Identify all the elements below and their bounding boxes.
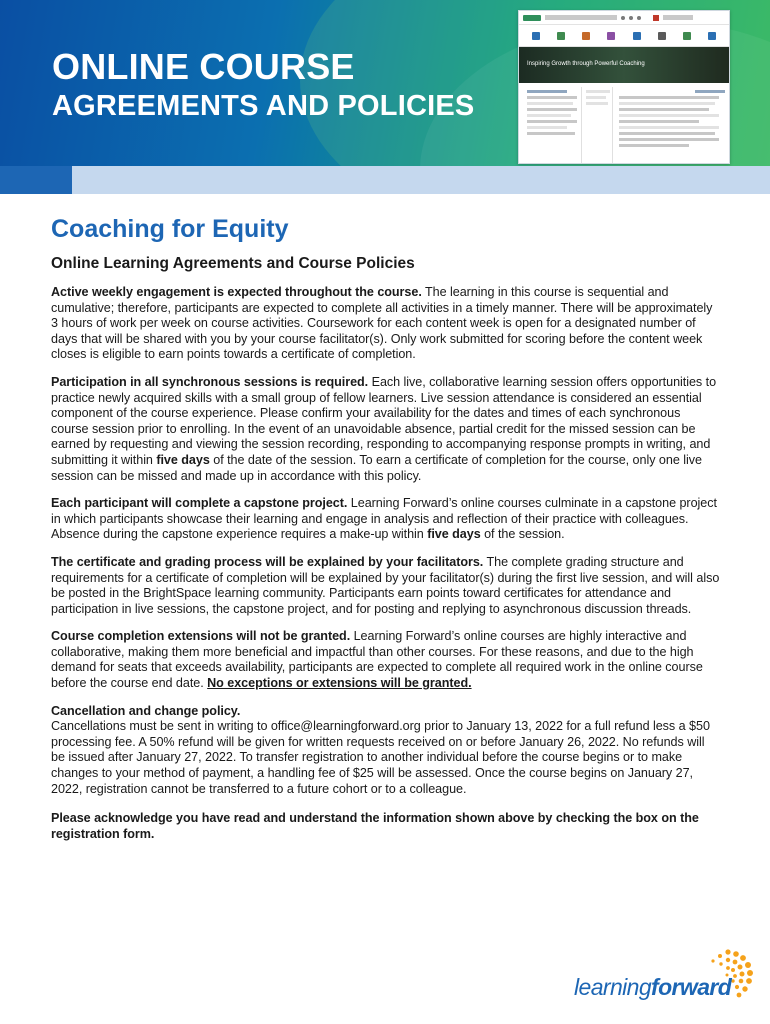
- policy-body: of the date of the session. To earn a certificate of completion for the course, only one live session can be missed and made up in accordance with this policy.: [51, 452, 702, 483]
- banner-title-line1: ONLINE COURSE: [52, 46, 355, 87]
- screenshot-toolbar-icon: [708, 32, 716, 40]
- acknowledgement-text: Please acknowledge you have read and understand the information shown above by checking the box on the registration form.: [51, 811, 699, 841]
- screenshot-toolbar: [519, 25, 729, 47]
- header-strip: [0, 166, 770, 194]
- policy-lead: Active weekly engagement is expected throughout the course.: [51, 285, 422, 299]
- policy-lead: The certificate and grading process will be explained by your facilitators.: [51, 554, 484, 569]
- policy-lead: Course completion extensions will not be granted.: [51, 629, 351, 644]
- screenshot-hero-text: Inspiring Growth through Powerful Coaching: [527, 61, 645, 67]
- document-subtitle: Online Learning Agreements and Course Policies: [51, 255, 415, 272]
- screenshot-toolbar-icon: [532, 32, 540, 40]
- screenshot-hero: [519, 47, 729, 83]
- screenshot-toolbar-icon: [633, 32, 641, 40]
- screenshot-body: [519, 83, 729, 164]
- policy-lead: Each participant will complete a capstone project.: [51, 496, 348, 511]
- screenshot-toolbar-icon: [658, 32, 666, 40]
- policy-paragraph-grading: [51, 555, 721, 617]
- policy-body: Learning Forward’s online courses culminate in a capstone project in which participants showcase their learning and engage in analysis and reflection of their practice with colleagues. Absence during the capstone experience requires a make-up within: [51, 496, 717, 542]
- policy-paragraph-engagement: [51, 285, 721, 363]
- policy-paragraph-synchronous: [51, 375, 721, 484]
- header-strip-accent: [0, 166, 72, 194]
- policy-paragraph-extensions: [51, 629, 721, 691]
- screenshot-toolbar-icon: [557, 32, 565, 40]
- logo-wordmark: [574, 974, 731, 1001]
- policy-lead: Cancellation and change policy.: [51, 703, 241, 718]
- logo-wordmark-learning: learning: [574, 974, 652, 1000]
- policy-body: of the session.: [480, 527, 565, 542]
- policy-paragraph-capstone: [51, 496, 721, 543]
- screenshot-toolbar-icon: [607, 32, 615, 40]
- screenshot-logo: [523, 15, 541, 21]
- policy-no-exceptions: No exceptions or extensions will be granted.: [207, 676, 472, 691]
- learningforward-logo: [574, 948, 754, 1004]
- policy-body: The complete grading structure and requirements for a certificate of completion will be explained by your facilitator(s) during the first live session, and will also be posted in the BrightSpace learning community. Participants earn points toward certificates for attendance and participation in live sessions, the capstone project, and for posting and replying to asynchronous discussion threads.: [51, 554, 720, 616]
- screenshot-topbar: [519, 11, 729, 25]
- policy-content: [51, 212, 721, 842]
- policy-body: The learning in this course is sequential and cumulative; therefore, participants are expected to complete all activities in a timely manner. There will be approximately 3 hours of work per week on course activities. Coursework for each content week is open for a designated number of days that will be shared with you by your course facilitator(s). Only work submitted for scoring before the content week closes is eligible to earn points towards a certificate of completion.: [51, 285, 713, 362]
- header-banner: [0, 0, 770, 166]
- policy-emphasis: five days: [156, 452, 210, 467]
- course-site-screenshot: [518, 10, 730, 164]
- policy-emphasis: five days: [427, 527, 481, 542]
- policy-body: Each live, collaborative learning session offers opportunities to practice newly acquired skills with a small group of fellow learners. Live session attendance is considered an essential component of the course experience. Please confirm your availability for the dates and times of each synchronous course session prior to enrolling. In the event of an unavoidable absence, partial credit for the missed session can be earned by requesting and viewing the session recording, responding to accompanying response prompts in writing, and submitting it within: [51, 374, 717, 467]
- logo-wordmark-forward: forward: [651, 974, 732, 1000]
- banner-title-line2: AGREEMENTS AND POLICIES: [52, 90, 475, 122]
- policy-body: Learning Forward’s online courses are highly interactive and collaborative, making them more beneficial and impactful than other courses. For these reasons, and due to the high demand for seats that exceeds availability, participants are expected to complete all required work in the online course before the course end date.: [51, 629, 703, 691]
- policy-paragraph-cancellation: [51, 704, 721, 798]
- screenshot-user-icon: [653, 15, 659, 21]
- course-title: Coaching for Equity: [51, 215, 289, 243]
- screenshot-toolbar-icon: [582, 32, 590, 40]
- policy-lead: Participation in all synchronous sessions is required.: [51, 374, 369, 389]
- screenshot-toolbar-icon: [683, 32, 691, 40]
- policy-body: Cancellations must be sent in writing to office@learningforward.org prior to January 13, 2022 for a full refund less a $50 processing fee. A 50% refund will be given for written requests received on or before January 26, 2022. No refunds will be issued after January 27, 2022. To transfer registration to another individual before the course begins or to make changes to your method of payment, a handling fee of $25 will be assessed. Once the course begins on January 27, 2022, registration cannot be transferred to a future cohort or to a colleague.: [51, 719, 710, 796]
